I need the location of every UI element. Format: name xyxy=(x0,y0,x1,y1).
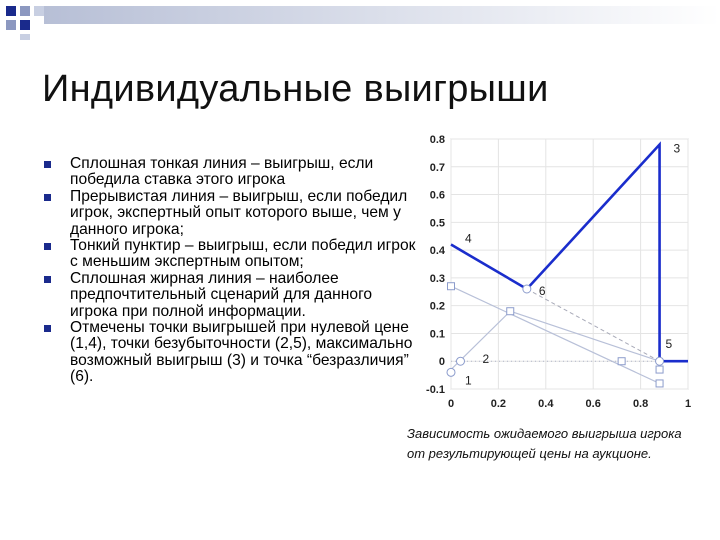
bullet-item xyxy=(42,238,422,271)
square-marker xyxy=(618,358,625,365)
point-label: 3 xyxy=(673,141,681,156)
deco-square xyxy=(20,34,30,40)
x-tick-label: 0.8 xyxy=(632,398,649,410)
bullet-icon xyxy=(44,325,51,332)
point-label: 5 xyxy=(665,337,673,352)
y-tick-label: 0 xyxy=(438,356,445,369)
x-tick-label: 0.4 xyxy=(538,398,554,410)
x-tick-label: 1 xyxy=(684,398,692,410)
point-label: 1 xyxy=(465,373,472,388)
y-tick-label: 0.1 xyxy=(429,328,445,341)
point-marker xyxy=(523,285,531,293)
point-label: 2 xyxy=(482,352,490,367)
y-tick-label: 0.8 xyxy=(429,134,445,146)
deco-square xyxy=(6,20,16,30)
bullet-icon xyxy=(44,243,51,250)
bullet-item xyxy=(42,320,422,386)
square-marker xyxy=(656,380,663,387)
bullet-icon xyxy=(44,194,51,201)
bullet-icon xyxy=(44,161,51,168)
slide-title: Индивидуальные выигрыши xyxy=(42,68,549,110)
header-gradient-bar xyxy=(44,6,720,24)
square-marker xyxy=(656,366,663,373)
deco-square xyxy=(20,6,30,16)
y-tick-label: -0.1 xyxy=(426,384,445,396)
bullet-text: Тонкий пунктир – выигрыш, если победил игрок с меньшим экспертным опытом; xyxy=(70,237,416,271)
deco-square xyxy=(20,20,30,30)
chart-caption: Зависимость ожидаемого выигрыша игрока от результирующей цены на аукционе. xyxy=(407,426,682,461)
bullet-text: Сплошная тонкая линия – выигрыш, если победила ставка этого игрока xyxy=(70,155,374,189)
x-tick-label: 0 xyxy=(447,398,455,410)
x-tick-label: 0.6 xyxy=(585,398,601,410)
y-tick-label: 0.2 xyxy=(429,300,445,313)
payoff-chart xyxy=(405,125,720,415)
x-tick-label: 0.2 xyxy=(490,398,507,410)
bullet-list xyxy=(42,156,422,386)
bullet-text: Сплошная жирная линия – наиболее предпочтительный сценарий для данного игрока при полной информации. xyxy=(70,269,373,320)
y-tick-label: 0.3 xyxy=(429,272,445,285)
point-marker xyxy=(656,357,664,365)
deco-square xyxy=(6,6,16,16)
point-label: 4 xyxy=(465,231,472,246)
bullet-item xyxy=(42,271,422,320)
point-marker xyxy=(447,368,455,376)
y-tick-label: 0.4 xyxy=(429,245,445,258)
y-tick-label: 0.6 xyxy=(429,189,445,202)
bullet-icon xyxy=(44,276,51,283)
bullet-item xyxy=(42,189,422,238)
point-marker xyxy=(456,357,464,365)
square-marker xyxy=(507,308,514,315)
header-decoration xyxy=(0,0,720,40)
square-marker xyxy=(448,283,455,290)
y-tick-label: 0.7 xyxy=(429,161,445,174)
deco-square xyxy=(34,6,44,16)
point-label: 6 xyxy=(538,284,546,298)
y-tick-label: 0.5 xyxy=(429,217,445,230)
bullet-item xyxy=(42,156,422,189)
bullet-text: Прерывистая линия – выигрыш, если победил игрок, экспертный опыт которого выше, чем у данного игрока; xyxy=(70,187,408,238)
bullet-text: Отмечены точки выигрышей при нулевой цене (1,4), точки безубыточности (2,5), максимально возможный выигрыш (3) и точка “безразличия” (6). xyxy=(70,319,413,386)
